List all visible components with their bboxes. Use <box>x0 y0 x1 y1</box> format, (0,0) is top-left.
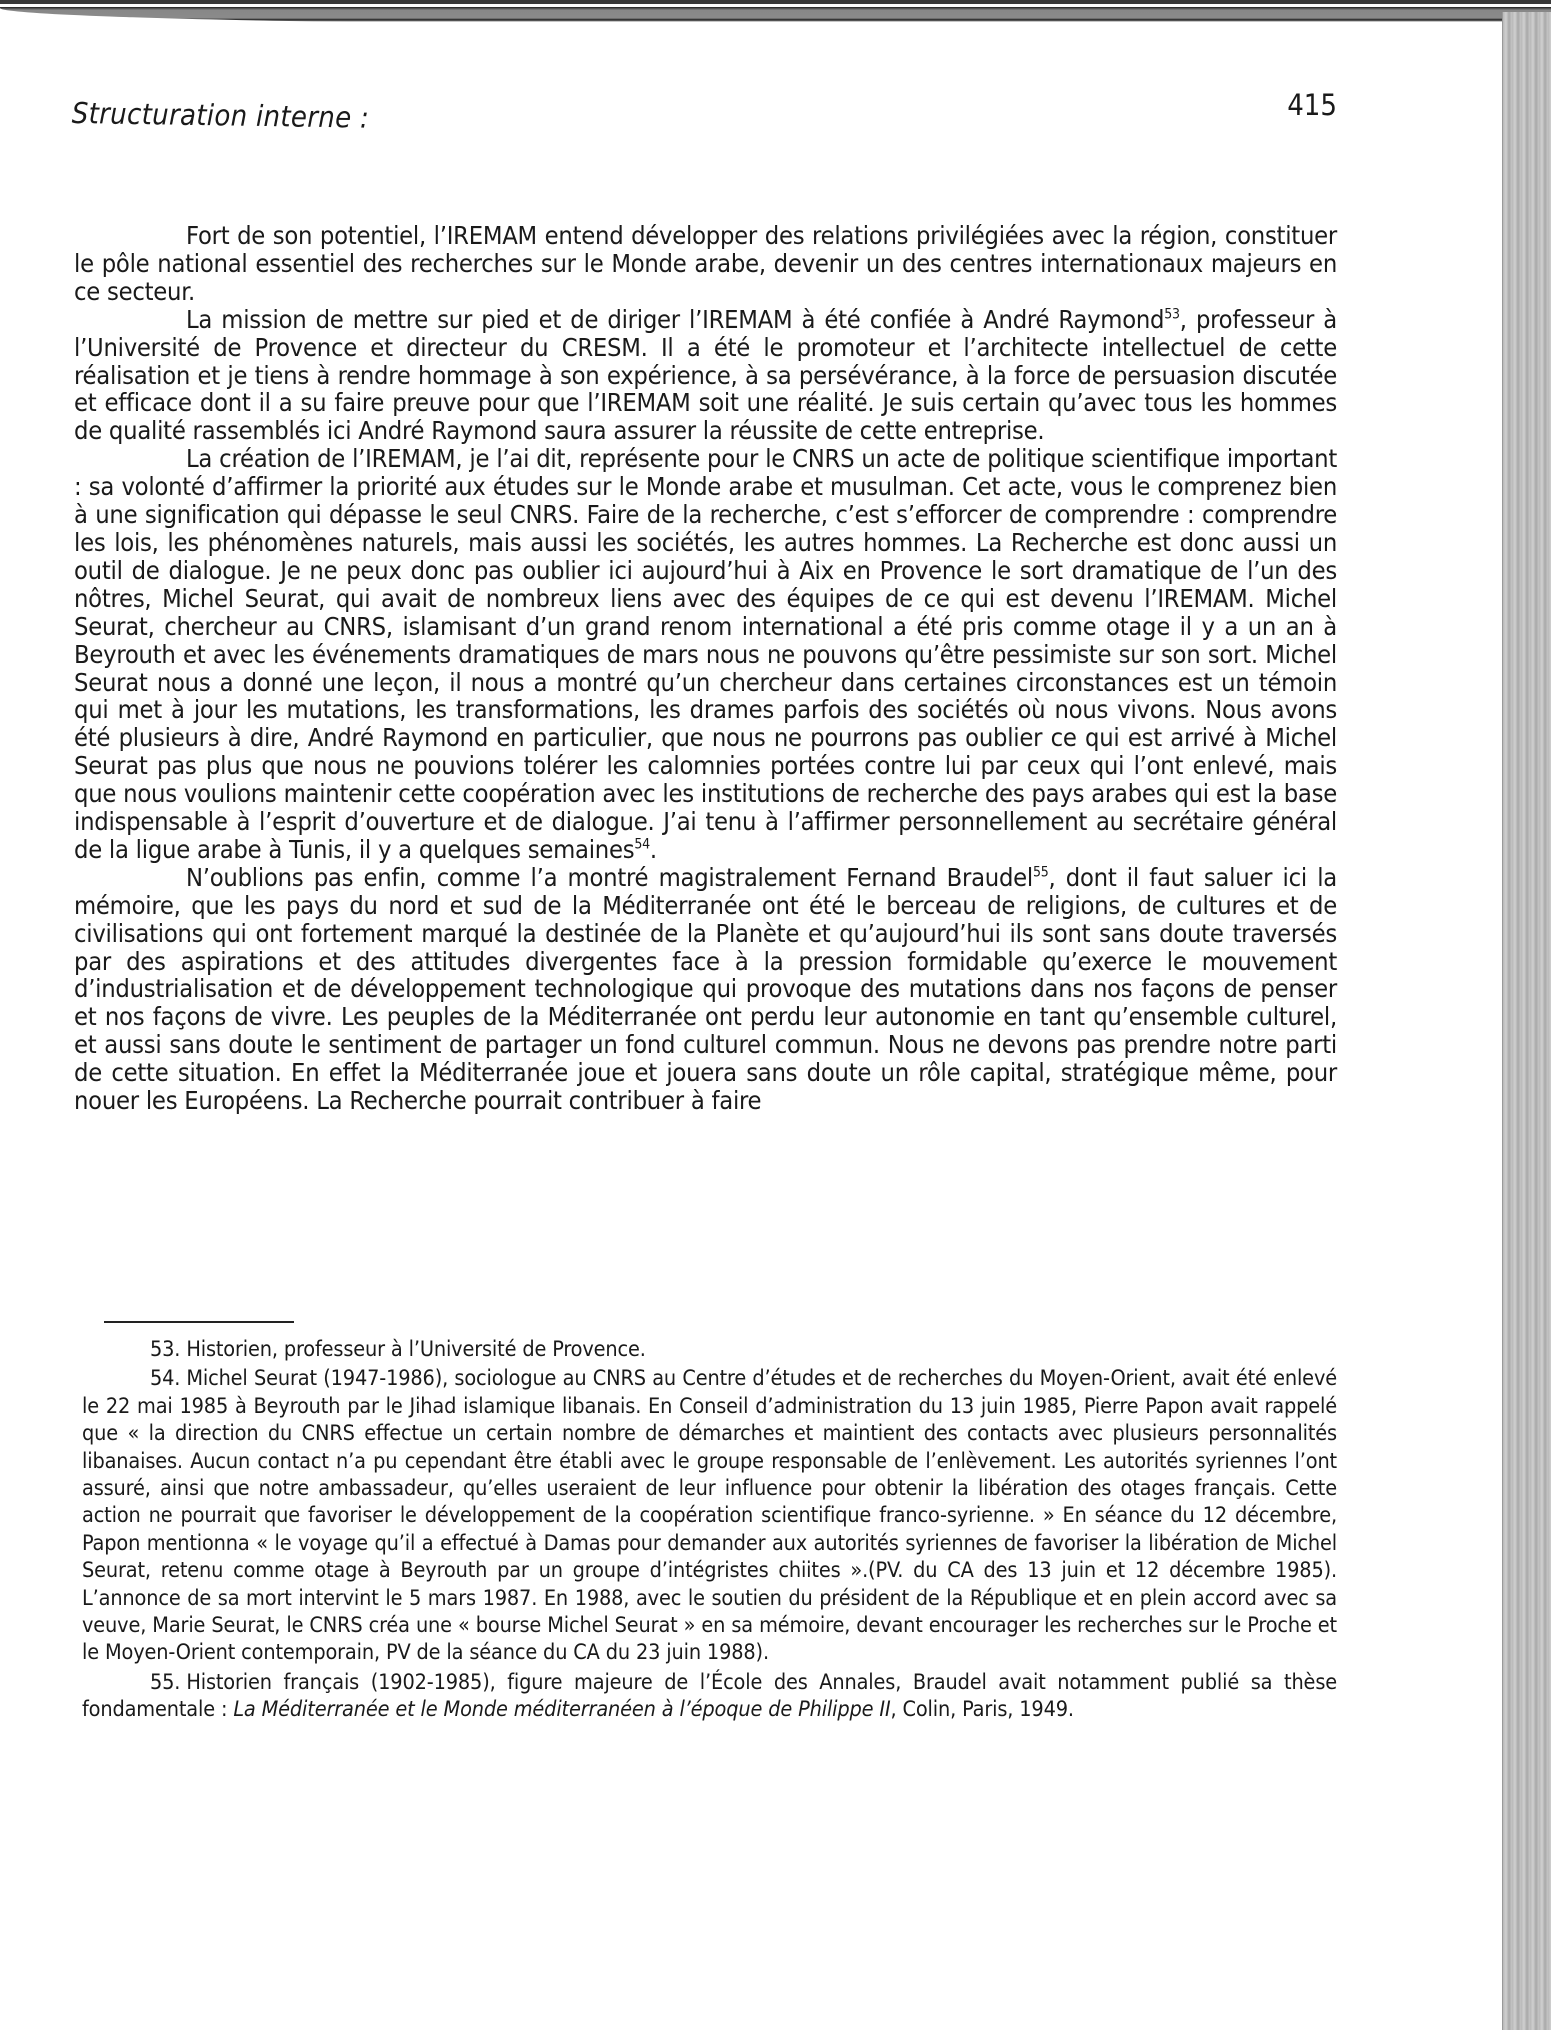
paragraph-text: La mission de mettre sur pied et de diriger l’IREMAM à été confiée à André Raymond <box>186 304 1165 334</box>
paragraph <box>74 445 1337 864</box>
footnote-text: Michel Seurat (1947-1986), sociologue au CNRS au Centre d’études et de recherches du Moyen-Orient, avait été enlevé le 22 mai 1985 à Beyrouth par le Jihad islamique libanais. En Conseil d’administration du 13 juin 1985, Pierre Papon avait rappelé que « la direction du CNRS effectue un certain nombre de démarches et maintient des contacts avec plusieurs personnalités libanaises. Aucun contact n’a pu cependant être établi avec le groupe responsable de l’enlèvement. Les autorités syriennes l’ont assuré, ainsi que notre ambassadeur, qu’elles useraient de leur influence pour obtenir la libération des otages français. Cette action ne pourrait que favoriser le développement de la coopération scientifique franco-syrienne. » En séance du 12 décembre, Papon mentionna « le voyage qu’il a effectué à Damas pour demander aux autorités syriennes de favoriser la libération de Michel Seurat, retenu comme otage à Beyrouth par un groupe d’intégristes chiites ».(PV. du CA des 13 juin et 12 décembre 1985). L’annonce de sa mort intervint le 5 mars 1987. En 1988, avec le soutien du président de la République et en plein accord avec sa veuve, Marie Seurat, le CNRS créa une « bourse Michel Seurat » en sa mémoire, devant encourager les recherches sur le Proche et le Moyen-Orient contemporain, PV de la séance du CA du 23 juin 1988). <box>82 1366 1337 1666</box>
paragraph <box>74 306 1337 446</box>
page-number: 415 <box>1287 88 1337 122</box>
scan-top-edge <box>0 0 1551 26</box>
body-text <box>74 222 1337 1115</box>
footnote-53 <box>82 1336 1337 1363</box>
paragraph-text: . <box>649 834 657 864</box>
footnote-ref[interactable]: 53 <box>1164 306 1180 323</box>
paragraph-text: Fort de son potentiel, l’IREMAM entend développer des relations privilégiées avec la région, constituer le pôle national essentiel des recherches sur le Monde arabe, devenir un des centres internationaux majeurs en ce secteur. <box>74 221 1337 306</box>
footnote-text: , Colin, Paris, 1949. <box>890 1697 1074 1723</box>
footnote-number: 54. <box>150 1366 181 1392</box>
paragraph <box>74 222 1337 306</box>
footnote-55 <box>82 1669 1337 1724</box>
footnote-number: 55. <box>150 1669 181 1695</box>
paragraph-text: La création de l’IREMAM, je l’ai dit, représente pour le CNRS un acte de politique scientifique important : sa volonté d’affirmer la priorité aux études sur le Monde arabe et musulman. Cet acte, vous le comprenez bien à une signification qui dépasse le seul CNRS. Faire de la recherche, c’est s’efforcer de comprendre : comprendre les lois, les phénomènes naturels, mais aussi les sociétés, les autres hommes. La Recherche est donc aussi un outil de dialogue. Je ne peux donc pas oublier ici aujourd’hui à Aix en Provence le sort dramatique de l’un des nôtres, Michel Seurat, qui avait de nombreux liens avec des équipes de ce qui est devenu l’IREMAM. Michel Seurat, chercheur au CNRS, islamisant d’un grand renom international a été pris comme otage il y a un an à Beyrouth et avec les événements dramatiques de mars nous ne pouvons qu’être pessimiste sur son sort. Michel Seurat nous a donné une leçon, il nous a montré qu’un chercheur dans certaines circonstances est un témoin qui met à jour les mutations, les transformations, les drames parfois des sociétés où nous vivons. Nous avons été plusieurs à dire, André Raymond en particulier, que nous ne pourrons pas oublier ce qui est arrivé à Michel Seurat pas plus que nous ne pouvions tolérer les calomnies portées contre lui par ceux qui l’ont enlevé, mais que nous voulions maintenir cette coopération avec les institutions de recherche des pays arabes qui est la base indispensable à l’esprit d’ouverture et de dialogue. J’ai tenu à l’affirmer personnellement au secrétaire général de la ligue arabe à Tunis, il y a quelques semaines <box>74 444 1337 864</box>
page-header <box>71 88 1337 136</box>
footnote-ref[interactable]: 55 <box>1032 864 1049 881</box>
footnote-separator <box>104 1321 294 1323</box>
book-page-edges <box>1502 12 1551 2030</box>
book-title: La Méditerranée et le Monde méditerranéen à l’époque de Philippe II <box>233 1697 891 1723</box>
running-title: Structuration interne : <box>71 96 370 135</box>
footnote-text: Historien, professeur à l’Université de Provence. <box>186 1337 646 1362</box>
paragraph <box>74 864 1337 1115</box>
footnote-ref[interactable]: 54 <box>634 836 650 853</box>
paragraph-text: , professeur à l’Université de Provence et directeur du CRESM. Il a été le promoteur et l’architecte intellectuel de cette réalisation et je tiens à rendre hommage à son expérience, à sa persévérance, à la force de persuasion discutée et efficace dont il a su faire preuve pour que l’IREMAM soit une réalité. Je suis certain qu’avec tous les hommes de qualité rassemblés ici André Raymond saura assurer la réussite de cette entreprise. <box>74 304 1337 446</box>
paragraph-text: , dont il faut saluer ici la mémoire, que les pays du nord et sud de la Méditerranée ont été le berceau de religions, de cultures et de civilisations qui ont fortement marqué la destinée de la Planète et qu’aujourd’hui ils sont sans doute traversés par des aspirations et des attitudes divergentes face à la pression formidable qu’exerce le mouvement d’industrialisation et de développement technologique qui provoque des mutations dans nos façons de penser et nos façons de vivre. Les peuples de la Méditerranée ont perdu leur autonomie en tant qu’ensemble culturel, et aussi sans doute le sentiment de partager un fond culturel commun. Nous ne devons pas prendre notre parti de cette situation. En effet la Méditerranée joue et jouera sans doute un rôle capital, stratégique même, pour nouer les Européens. La Recherche pourrait contribuer à faire <box>74 862 1337 1116</box>
footnote-number: 53. <box>150 1337 181 1362</box>
footnotes <box>82 1336 1337 1726</box>
footnote-54 <box>82 1365 1337 1666</box>
footnote-text: Historien français (1902-1985), figure majeure de l’École des Annales, Braudel avait notamment publié sa thèse fondamentale : <box>82 1669 1337 1723</box>
paragraph-text: N’oublions pas enfin, comme l’a montré magistralement Fernand Braudel <box>186 862 1033 892</box>
